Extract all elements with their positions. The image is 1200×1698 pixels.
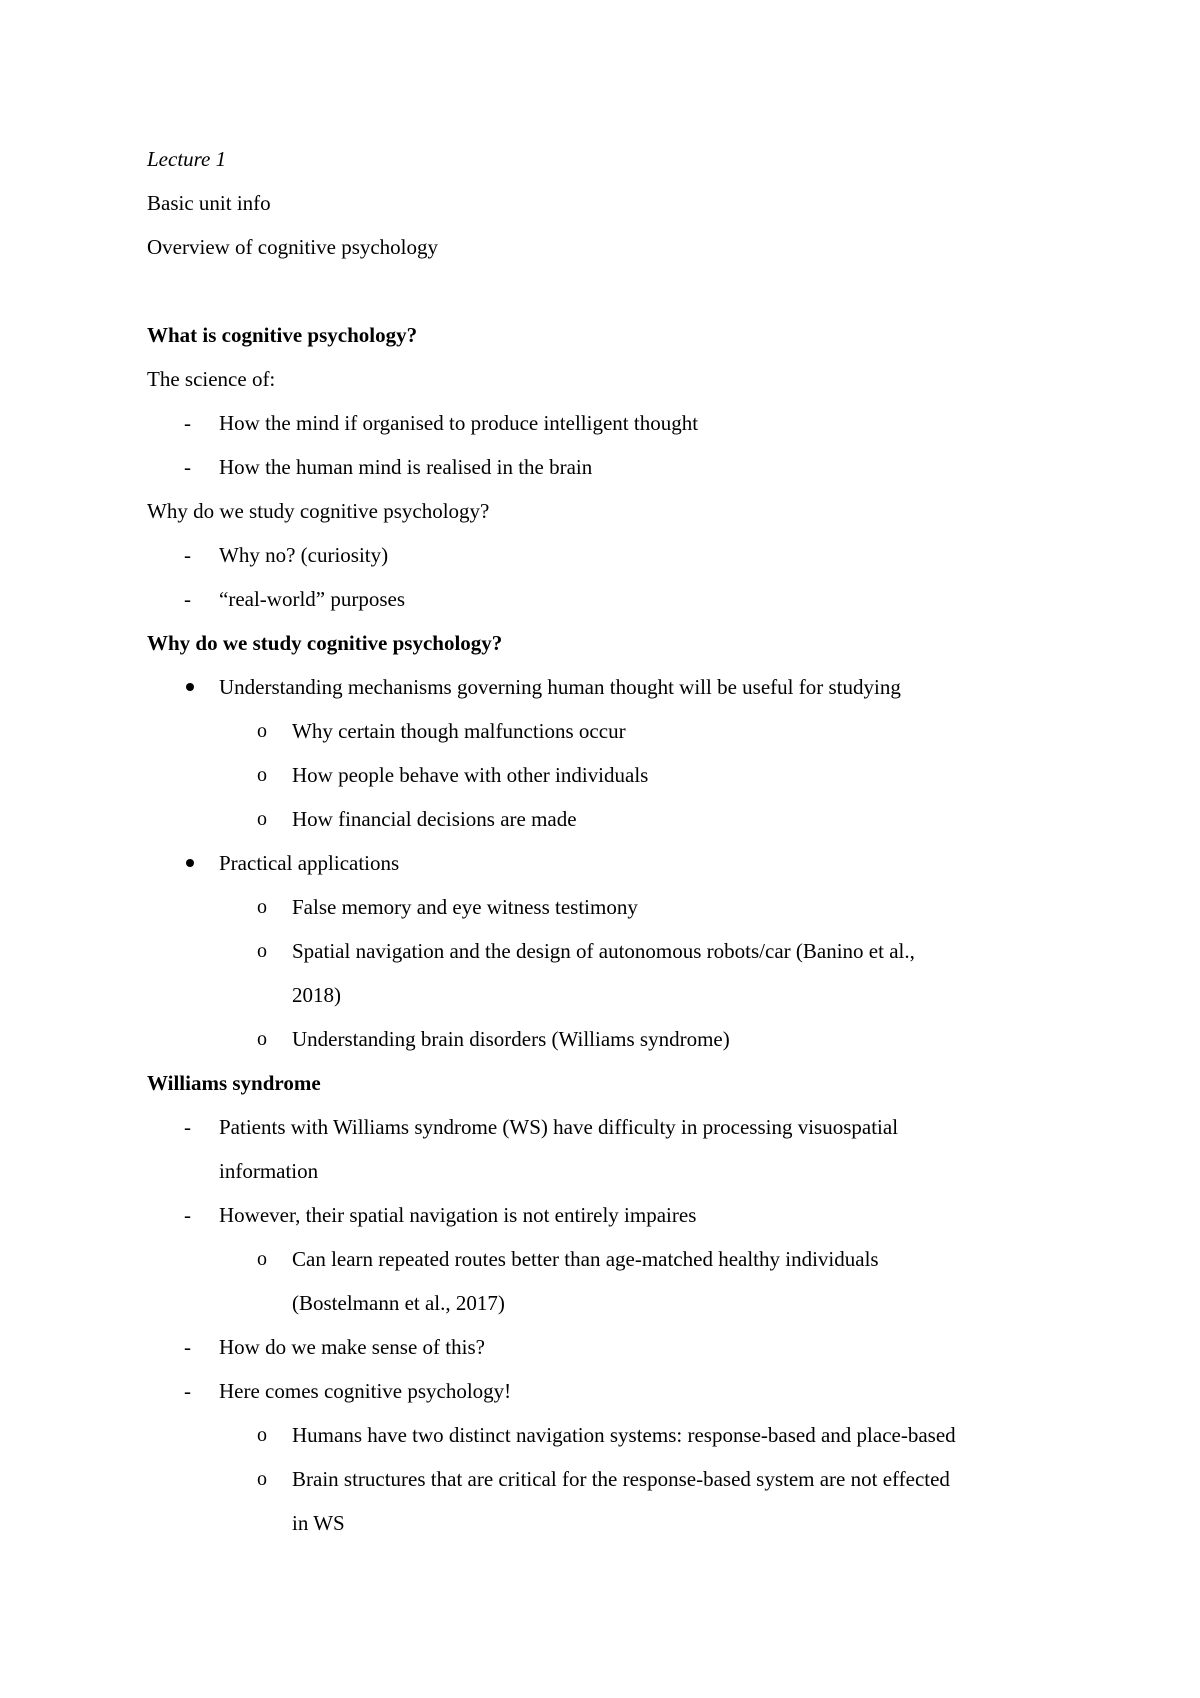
circle-marker: o <box>257 940 267 962</box>
dash-marker: - <box>184 1203 191 1227</box>
sub-list-item-text: 2018) <box>292 983 341 1007</box>
sub-list-item-text: Brain structures that are critical for the response-based system are not effected <box>292 1467 950 1491</box>
list-item-text: Understanding mechanisms governing human thought will be useful for studying <box>219 675 901 699</box>
sub-list-item-text: Humans have two distinct navigation systems: response-based and place-based <box>292 1423 956 1447</box>
circle-marker: o <box>257 1028 267 1050</box>
list-item-text: Practical applications <box>219 851 400 875</box>
list-item-text: Here comes cognitive psychology! <box>219 1379 512 1403</box>
list-item-text: information <box>219 1159 319 1183</box>
circle-marker: o <box>257 764 267 786</box>
section-heading-what-is: What is cognitive psychology? <box>147 323 418 347</box>
list-item-text: However, their spatial navigation is not entirely impaires <box>219 1203 697 1227</box>
dash-marker: - <box>184 455 191 479</box>
dash-marker: - <box>184 543 191 567</box>
sub-list-item-text: Why certain though malfunctions occur <box>292 719 626 743</box>
sub-list-item-text: How financial decisions are made <box>292 807 577 831</box>
sub-list-item-text: Understanding brain disorders (Williams syndrome) <box>292 1027 730 1051</box>
list-item-text: “real-world” purposes <box>219 587 406 611</box>
section-heading-why-study: Why do we study cognitive psychology? <box>147 631 503 655</box>
circle-marker: o <box>257 1248 267 1270</box>
list-item-text: How the mind if organised to produce intelligent thought <box>219 411 699 435</box>
sub-list-item-text: How people behave with other individuals <box>292 763 649 787</box>
circle-marker: o <box>257 720 267 742</box>
sub-list-item-text: in WS <box>292 1511 345 1535</box>
dash-marker: - <box>184 1335 191 1359</box>
dash-marker: - <box>184 411 191 435</box>
circle-marker: o <box>257 808 267 830</box>
bullet-dot-icon <box>186 683 194 691</box>
dash-marker: - <box>184 1115 191 1139</box>
section1-question: Why do we study cognitive psychology? <box>147 499 490 523</box>
sub-list-item-text: Spatial navigation and the design of autonomous robots/car (Banino et al., <box>292 939 915 963</box>
list-item-text: Why no? (curiosity) <box>219 543 389 567</box>
lecture-title: Lecture 1 <box>147 147 227 171</box>
sub-list-item-text: False memory and eye witness testimony <box>292 895 638 919</box>
section1-intro: The science of: <box>147 367 276 391</box>
bullet-dot-icon <box>186 859 194 867</box>
circle-marker: o <box>257 1424 267 1446</box>
sub-list-item-text: (Bostelmann et al., 2017) <box>292 1291 505 1315</box>
header-line-unit-info: Basic unit info <box>147 191 271 215</box>
dash-marker: - <box>184 587 191 611</box>
sub-list-item-text: Can learn repeated routes better than age-matched healthy individuals <box>292 1247 879 1271</box>
section-heading-williams: Williams syndrome <box>147 1071 321 1095</box>
list-item-text: How do we make sense of this? <box>219 1335 485 1359</box>
list-item-text: How the human mind is realised in the brain <box>219 455 593 479</box>
header-line-overview: Overview of cognitive psychology <box>147 235 439 259</box>
list-item-text: Patients with Williams syndrome (WS) have difficulty in processing visuospatial <box>219 1115 899 1139</box>
dash-marker: - <box>184 1379 191 1403</box>
circle-marker: o <box>257 1468 267 1490</box>
circle-marker: o <box>257 896 267 918</box>
